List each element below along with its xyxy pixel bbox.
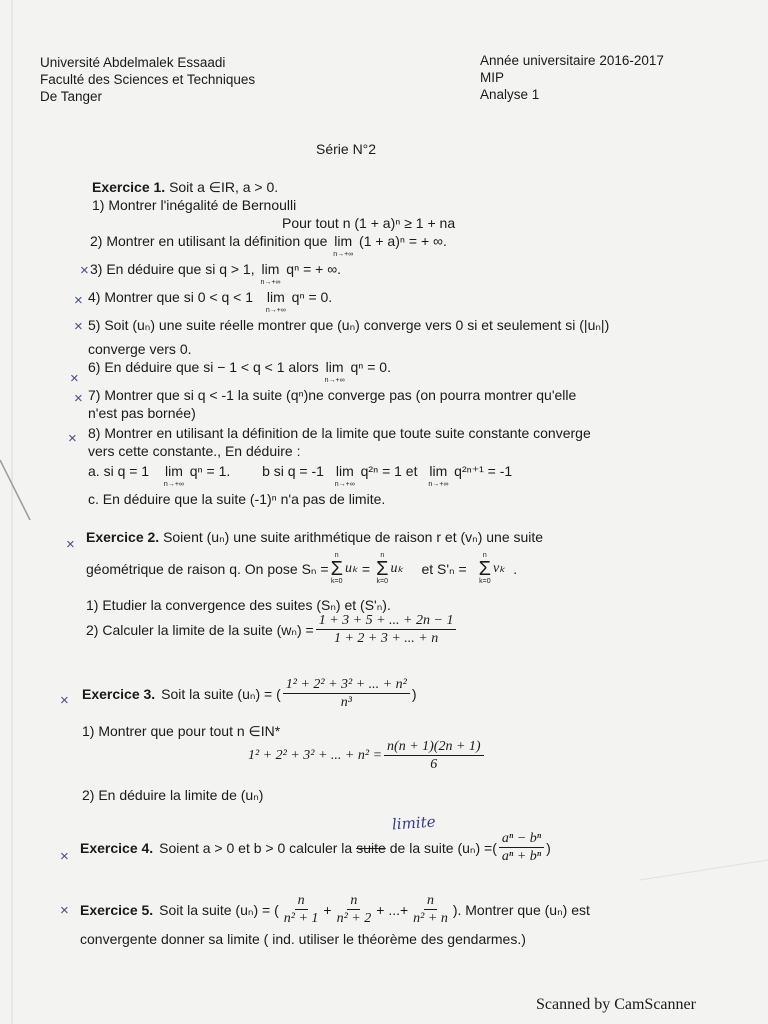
ex1-q6-expr: qⁿ = 0. <box>350 359 391 375</box>
denominator: aⁿ + bⁿ <box>501 849 542 864</box>
ex1-q3-text: 3) En déduire que si q > 1, <box>90 261 255 277</box>
university-header <box>40 54 255 105</box>
ex3-close: ) <box>411 685 417 702</box>
ex2-q2-text: 2) Calculer la limite de la suite (wₙ) = <box>86 621 314 638</box>
lim-word: lim <box>335 463 354 479</box>
scanner-footer: Scanned by CamScanner <box>536 996 696 1013</box>
ex1-intro-line <box>92 178 278 196</box>
denominator: 1 + 2 + 3 + ... + n <box>333 631 439 646</box>
cross-mark: × <box>74 292 83 309</box>
cross-mark: × <box>60 902 69 919</box>
ex2-q1: 1) Etudier la convergence des suites (Sₙ) et (S'ₙ). <box>86 597 391 613</box>
ex4-text: Soient a > 0 et b > 0 calculer la <box>159 839 353 856</box>
header-year: Année universitaire 2016-2017 <box>480 53 664 68</box>
ex4-line <box>80 830 551 865</box>
fraction <box>499 830 544 865</box>
lim-sub: n→+∞ <box>334 481 355 488</box>
sum-term: uₖ <box>344 561 358 576</box>
lim-sub: n→+∞ <box>260 279 281 286</box>
ex3-label: Exercice 3. <box>82 685 156 702</box>
period: . <box>513 561 518 577</box>
ex1-q1: 1) Montrer l'inégalité de Bernoulli <box>92 197 297 213</box>
sum-top: n <box>380 552 385 559</box>
sum-symbol: n Σ k=0 <box>376 552 389 585</box>
limit-symbol <box>265 288 286 314</box>
cross-mark: × <box>70 370 79 387</box>
sum-bottom: k=0 <box>479 578 491 585</box>
case-a: a. si q = 1 <box>88 463 150 479</box>
sum-top: n <box>334 552 339 559</box>
ex1-q8-line2: vers cette constante., En déduire : <box>88 443 301 459</box>
sum-symbol: n Σ k=0 <box>478 552 492 585</box>
ex1-q6-text: 6) En déduire que si − 1 < q < 1 alors <box>88 359 319 375</box>
ex1-q8-line1: 8) Montrer en utilisant la définition de la limite que toute suite constante converge <box>88 425 591 441</box>
cross-mark: × <box>60 848 69 865</box>
denominator: n² + 1 <box>283 911 319 926</box>
ex3-intro <box>82 676 417 711</box>
cross-mark: × <box>80 262 89 279</box>
limit-symbol <box>334 462 355 488</box>
struck-word: suite <box>356 839 386 856</box>
year-header <box>480 52 664 103</box>
ex1-q8-c: c. En déduire que la suite (-1)ⁿ n'a pas de limite. <box>88 491 386 507</box>
cross-mark: × <box>74 318 83 335</box>
lim-sub: n→+∞ <box>265 307 286 314</box>
ex1-q4-expr: qⁿ = 0. <box>291 289 333 305</box>
ex2-line2-text: géométrique de raison q. On pose Sₙ = <box>86 561 329 577</box>
ex5-line2: convergente donner sa limite ( ind. utiliser le théorème des gendarmes.) <box>80 931 526 947</box>
plus: + <box>323 901 332 918</box>
denominator: n³ <box>340 695 352 710</box>
lim-word: lim <box>334 233 353 249</box>
ex1-q5-line2: converge vers 0. <box>88 341 192 357</box>
ex1-q6 <box>88 358 391 384</box>
ex2-line1 <box>86 528 543 546</box>
fraction <box>281 892 322 927</box>
numerator: aⁿ − bⁿ <box>499 830 544 848</box>
ex1-q4 <box>88 288 333 314</box>
limit-symbol <box>324 358 345 384</box>
ex1-q3 <box>90 260 342 286</box>
series-title: Série N°2 <box>316 141 377 157</box>
ex2-line1-text: Soient (uₙ) une suite arithmétique de raison r et (vₙ) une suite <box>163 529 544 545</box>
limit-symbol <box>260 260 281 286</box>
sum-bottom: k=0 <box>331 578 343 585</box>
lim-word: lim <box>164 463 183 479</box>
header-line-2: Faculté des Sciences et Techniques <box>40 72 256 87</box>
header-line-3: De Tanger <box>40 89 103 104</box>
fraction <box>316 612 457 647</box>
header-course: Analyse 1 <box>480 87 540 102</box>
limit-symbol <box>428 462 449 488</box>
denominator: n² + 2 <box>336 911 372 926</box>
ex1-q7-line2: n'est pas bornée) <box>88 405 196 421</box>
ex2-q2 <box>86 612 458 647</box>
lim-sub: n→+∞ <box>428 481 449 488</box>
numerator: n <box>295 892 308 910</box>
denominator: 6 <box>430 757 438 772</box>
numerator: 1² + 2² + 3² + ... + n² <box>283 676 410 694</box>
dots: + ...+ <box>376 901 409 918</box>
ex5-line1 <box>80 892 590 927</box>
formula-left: 1² + 2² + 3² + ... + n² = <box>248 747 383 763</box>
ex1-q4-text: 4) Montrer que si 0 < q < 1 <box>88 289 253 305</box>
limit-symbol <box>163 462 184 488</box>
lim-word: lim <box>261 261 280 277</box>
case-b: b si q = -1 <box>262 463 324 479</box>
ex1-q8-cases <box>88 462 513 488</box>
ex2-line2 <box>86 552 517 586</box>
denominator: n² + n <box>413 911 448 926</box>
ex5-text-2: ). Montrer que (uₙ) est <box>452 901 590 918</box>
lim-word: lim <box>325 359 344 375</box>
ex5-text: Soit la suite (uₙ) = ( <box>159 901 279 918</box>
ex1-label: Exercice 1. <box>92 179 166 195</box>
equals: = <box>361 561 371 577</box>
numerator: n(n + 1)(2n + 1) <box>384 738 484 756</box>
case-b-expr: q²ⁿ = 1 et <box>360 463 418 479</box>
fraction <box>283 676 410 711</box>
fraction <box>410 892 451 927</box>
lim-word: lim <box>266 289 285 305</box>
cross-mark: × <box>74 390 83 407</box>
case-b-expr-2: q²ⁿ⁺¹ = -1 <box>454 463 513 479</box>
ex1-q1-formula: Pour tout n (1 + a)ⁿ ≥ 1 + na <box>282 215 456 231</box>
handwritten-limite: limite <box>391 812 437 834</box>
sum-symbol: n Σ k=0 <box>330 552 343 585</box>
fraction <box>384 738 484 773</box>
header-program: MIP <box>480 70 505 85</box>
ex2-label: Exercice 2. <box>86 529 160 545</box>
sum-term: uₖ <box>390 561 404 576</box>
limit-symbol <box>333 232 354 258</box>
ex3-formula <box>248 738 486 773</box>
fraction <box>334 892 375 927</box>
cross-mark: × <box>68 430 77 447</box>
cross-mark: × <box>60 692 69 709</box>
ex4-close: ) <box>546 839 551 856</box>
cross-mark: × <box>66 536 75 553</box>
lim-word: lim <box>429 463 448 479</box>
ex4-label: Exercice 4. <box>80 839 154 856</box>
case-a-expr: qⁿ = 1. <box>189 463 231 479</box>
numerator: n <box>424 892 437 910</box>
ex1-q2 <box>90 232 447 258</box>
ex1-q2-text: 2) Montrer en utilisant la définition que <box>90 233 328 249</box>
numerator: 1 + 3 + 5 + ... + 2n − 1 <box>316 612 457 630</box>
ex4-text-2: de la suite (uₙ) =( <box>389 839 497 856</box>
ex5-label: Exercice 5. <box>80 901 154 918</box>
numerator: n <box>347 892 360 910</box>
sum-top: n <box>482 552 487 559</box>
header-line-1: Université Abdelmalek Essaadi <box>40 55 226 70</box>
ex1-intro: Soit a ∈IR, a > 0. <box>169 179 279 195</box>
sum-term: vₖ <box>493 561 506 576</box>
lim-sub: n→+∞ <box>333 251 354 258</box>
ex1-q2-expr: (1 + a)ⁿ = + ∞. <box>359 233 447 249</box>
ex1-q5-line1: 5) Soit (uₙ) une suite réelle montrer que (uₙ) converge vers 0 si et seulement si (|uₙ|) <box>88 317 610 333</box>
ex2-and: et S'ₙ = <box>421 561 467 577</box>
ex1-q3-expr: qⁿ = + ∞. <box>286 261 342 277</box>
ex3-q2: 2) En déduire la limite de (uₙ) <box>82 787 264 803</box>
ex3-q1: 1) Montrer que pour tout n ∈IN* <box>82 723 281 739</box>
ex3-intro-text: Soit la suite (uₙ) = ( <box>161 685 281 702</box>
lim-sub: n→+∞ <box>163 481 184 488</box>
sum-bottom: k=0 <box>376 578 389 585</box>
lim-sub: n→+∞ <box>324 377 345 384</box>
ex1-q7-line1: 7) Montrer que si q < -1 la suite (qⁿ)ne converge pas (on pourra montrer qu'elle <box>88 387 577 403</box>
